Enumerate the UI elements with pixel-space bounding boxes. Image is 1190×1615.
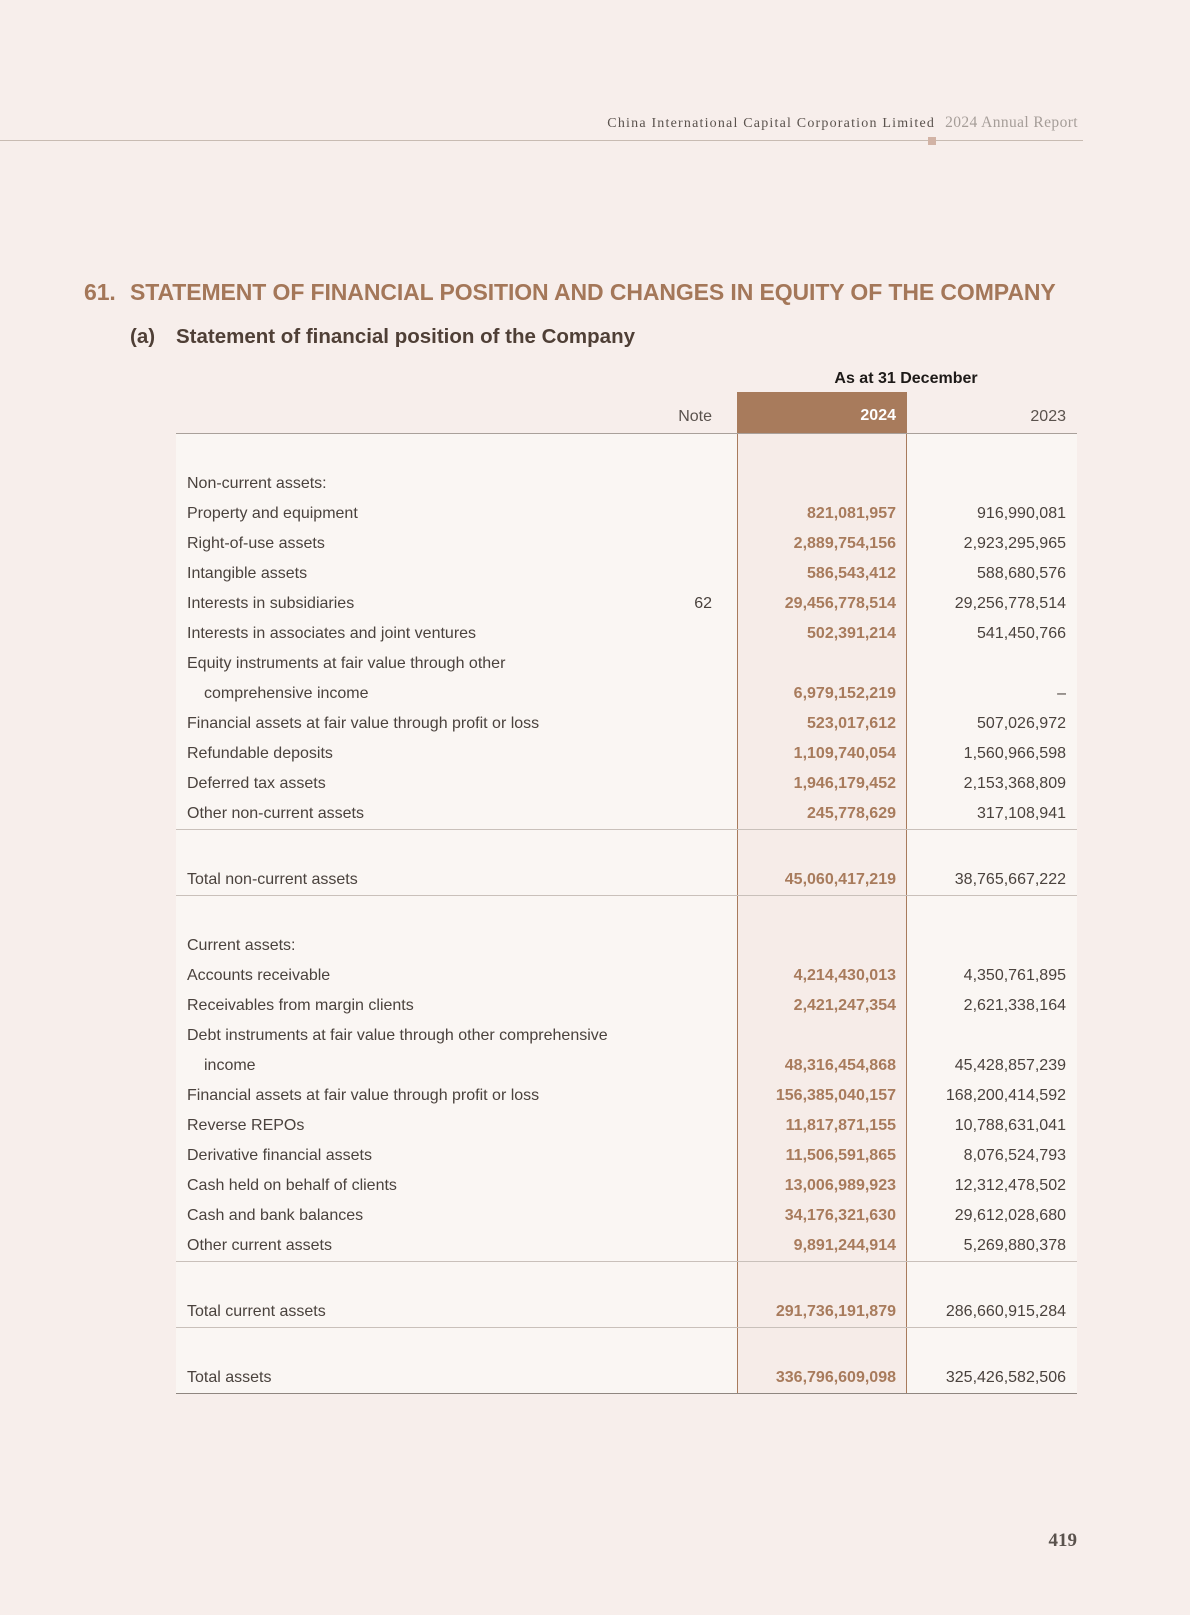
value-2023: 168,200,414,592	[945, 1087, 1066, 1104]
row-label: Total current assets	[187, 1303, 326, 1320]
value-2024: 11,817,871,155	[785, 1117, 896, 1134]
table-row	[176, 1231, 1077, 1261]
value-2023: 286,660,915,284	[945, 1303, 1066, 1320]
value-2023: 2,621,338,164	[963, 997, 1066, 1014]
value-2024: 156,385,040,157	[775, 1087, 896, 1104]
table-row	[176, 1201, 1077, 1231]
value-2024: 586,543,412	[807, 565, 896, 582]
row-label: Equity instruments at fair value through other	[187, 655, 506, 672]
value-2023: 325,426,582,506	[945, 1369, 1066, 1386]
table-body	[176, 434, 1077, 1394]
table-row	[176, 1021, 1077, 1051]
value-2024: 502,391,214	[807, 625, 896, 642]
value-2024: 1,109,740,054	[793, 745, 896, 762]
value-2024: 336,796,609,098	[775, 1369, 896, 1386]
row-label: Reverse REPOs	[187, 1117, 305, 1134]
note-column-header: Note	[678, 408, 712, 425]
value-2023: 2,153,368,809	[963, 775, 1066, 792]
value-2023: 541,450,766	[977, 625, 1066, 642]
value-2023: 2,923,295,965	[963, 535, 1066, 552]
value-2024: 29,456,778,514	[784, 595, 896, 612]
value-2023: 5,269,880,378	[963, 1237, 1066, 1254]
table-row	[176, 619, 1077, 649]
value-2023: 317,108,941	[977, 805, 1066, 822]
table-row	[176, 1051, 1077, 1081]
value-2024: 2,421,247,354	[793, 997, 896, 1014]
table-row	[176, 1081, 1077, 1111]
row-label: income	[204, 1057, 256, 1074]
group-heading: Non-current assets:	[187, 475, 327, 492]
section-heading-row	[176, 931, 1077, 961]
value-2023: 12,312,478,502	[954, 1177, 1066, 1194]
value-2024: 45,060,417,219	[784, 871, 896, 888]
year-2023-column-header: 2023	[1030, 408, 1066, 425]
table-row	[176, 961, 1077, 991]
row-label: Refundable deposits	[187, 745, 333, 762]
header-marker	[928, 137, 936, 145]
subsection-label: (a)	[130, 325, 156, 348]
value-2023: 10,788,631,041	[954, 1117, 1066, 1134]
row-label: Financial assets at fair value through profit or loss	[187, 715, 540, 732]
row-label: Cash held on behalf of clients	[187, 1177, 397, 1194]
section-heading-row	[176, 469, 1077, 499]
row-label: Total assets	[187, 1369, 272, 1386]
value-2024: 34,176,321,630	[784, 1207, 896, 1224]
section-title-text: STATEMENT OF FINANCIAL POSITION AND CHANGES IN EQUITY OF THE COMPANY	[130, 279, 1056, 305]
value-2024: 13,006,989,923	[784, 1177, 896, 1194]
table-header	[176, 392, 1077, 434]
value-2023: 29,612,028,680	[954, 1207, 1066, 1224]
value-2024: 2,889,754,156	[793, 535, 896, 552]
row-divider	[176, 1261, 1077, 1262]
table-row	[176, 649, 1077, 679]
row-label: Total non-current assets	[187, 871, 358, 888]
row-note: 62	[694, 595, 712, 612]
table-row	[176, 559, 1077, 589]
table-row	[176, 769, 1077, 799]
subsection-title-text: Statement of financial position of the Company	[176, 325, 635, 348]
table-row	[176, 865, 1077, 895]
value-2023: –	[1057, 685, 1066, 702]
financial-position-table	[176, 392, 1077, 1394]
row-label: Debt instruments at fair value through other comprehensive	[187, 1027, 608, 1044]
value-2023: 4,350,761,895	[963, 967, 1066, 984]
row-label: Other non-current assets	[187, 805, 364, 822]
value-2023: 29,256,778,514	[954, 595, 1066, 612]
table-row	[176, 679, 1077, 709]
table-row	[176, 589, 1077, 619]
value-2024: 11,506,591,865	[785, 1147, 896, 1164]
row-label: Intangible assets	[187, 565, 308, 582]
value-2023: 8,076,524,793	[963, 1147, 1066, 1164]
subsection-title	[130, 325, 635, 349]
table-row	[176, 709, 1077, 739]
row-label: Right-of-use assets	[187, 535, 325, 552]
value-2024: 6,979,152,219	[793, 685, 896, 702]
table-row	[176, 1111, 1077, 1141]
table-row	[176, 1171, 1077, 1201]
value-2024: 1,946,179,452	[793, 775, 896, 792]
row-divider	[176, 829, 1077, 830]
table-row	[176, 1297, 1077, 1327]
table-row	[176, 529, 1077, 559]
table-row	[176, 991, 1077, 1021]
row-label: Interests in subsidiaries	[187, 595, 355, 612]
value-2024: 9,891,244,914	[793, 1237, 896, 1254]
row-label: Cash and bank balances	[187, 1207, 364, 1224]
section-title	[84, 279, 1056, 306]
row-label: Derivative financial assets	[187, 1147, 372, 1164]
value-2024: 245,778,629	[807, 805, 896, 822]
row-divider	[176, 1327, 1077, 1328]
table-row	[176, 799, 1077, 829]
table-row	[176, 499, 1077, 529]
row-label: comprehensive income	[204, 685, 369, 702]
running-header	[607, 114, 1078, 132]
row-label: Accounts receivable	[187, 967, 331, 984]
table-row	[176, 739, 1077, 769]
page-number: 419	[1048, 1530, 1077, 1551]
row-label: Interests in associates and joint ventures	[187, 625, 477, 642]
value-2023: 588,680,576	[977, 565, 1066, 582]
row-label: Receivables from margin clients	[187, 997, 414, 1014]
period-heading: As at 31 December	[834, 370, 978, 387]
company-name: China International Capital Corporation Limited	[607, 116, 936, 131]
header-rule	[0, 140, 1083, 141]
table-row	[176, 1363, 1077, 1393]
table-bottom-rule	[176, 1393, 1077, 1394]
value-2024: 523,017,612	[807, 715, 896, 732]
value-2023: 507,026,972	[977, 715, 1066, 732]
value-2023: 916,990,081	[977, 505, 1066, 522]
row-label: Deferred tax assets	[187, 775, 326, 792]
value-2023: 1,560,966,598	[963, 745, 1066, 762]
row-label: Other current assets	[187, 1237, 332, 1254]
value-2024: 48,316,454,868	[784, 1057, 896, 1074]
value-2024: 821,081,957	[807, 505, 896, 522]
row-divider	[176, 895, 1077, 896]
value-2023: 38,765,667,222	[954, 871, 1066, 888]
table-row	[176, 1141, 1077, 1171]
group-heading: Current assets:	[187, 937, 296, 954]
value-2023: 45,428,857,239	[954, 1057, 1066, 1074]
value-2024: 291,736,191,879	[775, 1303, 896, 1320]
value-2024: 4,214,430,013	[793, 967, 896, 984]
row-label: Property and equipment	[187, 505, 358, 522]
row-label: Financial assets at fair value through profit or loss	[187, 1087, 540, 1104]
section-number: 61.	[84, 279, 116, 305]
year-2024-column-header: 2024	[737, 392, 907, 433]
report-title: 2024 Annual Report	[945, 114, 1078, 131]
